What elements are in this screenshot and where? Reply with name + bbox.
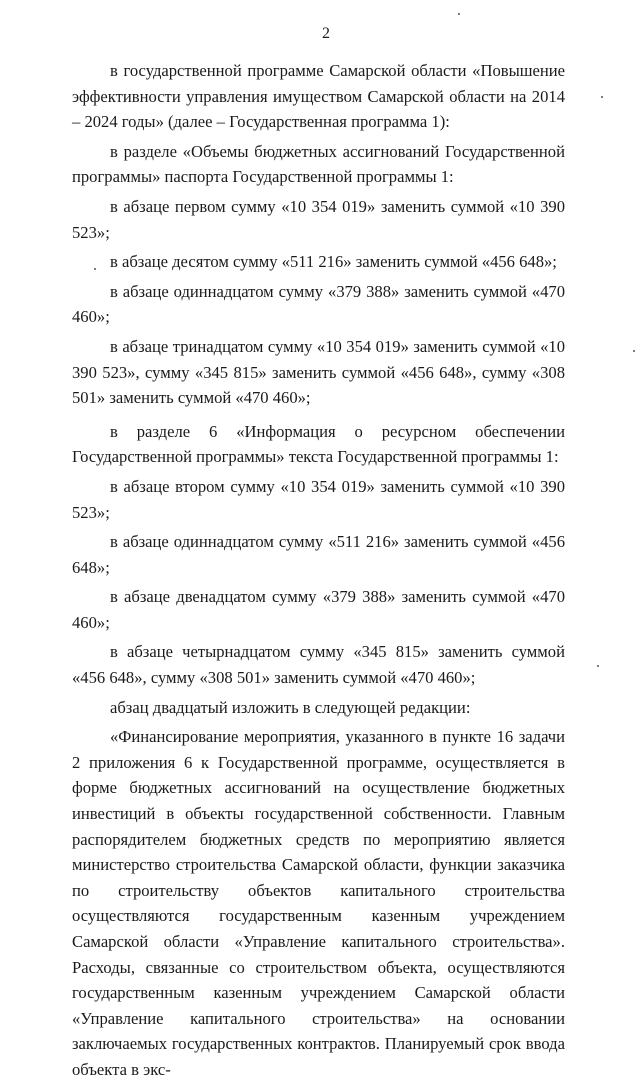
paragraph-12: абзац двадцатый изложить в следующей редакции:	[110, 697, 471, 717]
paragraph-9: в абзаце одиннадцатом сумму «511 216» заменить суммой «456 648»;	[72, 532, 565, 577]
paragraph-8: в абзаце втором сумму «10 354 019» заменить суммой «10 390 523»;	[72, 476, 565, 522]
paragraph-6: в абзаце тринадцатом сумму «10 354 019» заменить суммой «10 390 523», сумму «345 815» заменить суммой «456 648», сумму «308 501» заменить суммой «470 460»;	[72, 336, 565, 408]
paragraph-1: в государственной программе Самарской области «Повышение эффективности управления имуществом Самарской области на 2014 – 2024 годы» (далее – Государственная программа 1):	[72, 61, 565, 132]
paragraph-4: в абзаце десятом сумму «511 216» заменить суммой «456 648»;	[110, 252, 557, 272]
paragraph-3: в абзаце первом сумму «10 354 019» заменить суммой «10 390 523»;	[72, 196, 565, 242]
scan-speck	[601, 96, 603, 98]
scan-speck	[458, 13, 460, 15]
scan-speck	[94, 268, 96, 270]
paragraph-11: в абзаце четырнадцатом сумму «345 815» заменить суммой «456 648», сумму «308 501» заменить суммой «470 460»;	[72, 642, 565, 688]
paragraph-7: в разделе 6 «Информация о ресурсном обеспечении Государственной программы» текста Государственной программы 1:	[72, 421, 565, 467]
page-number: 2	[322, 25, 330, 42]
scan-speck	[633, 350, 635, 352]
paragraph-13: «Финансирование мероприятия, указанного в пункте 16 задачи 2 приложения 6 к Государственной программе, осуществляется в форме бюджетных ассигнований на осуществление бюджетных инвестиций в объекты государственной собственности. Главным распорядителем бюджетных средств по мероприятию является министерство строительства Самарской области, функции заказчика по строительству объектов капитального строительства осуществляются государственным казенным учреждением Самарской области «Управление капитального строительства». Расходы, связанные со строительством объекта, осуществляются государственным казенным учреждением Самарской области «Управление капитального строительства» на основании заключаемых государственных контрактов. Планируемый срок ввода объекта в экс-	[72, 727, 565, 1079]
paragraph-2: в разделе «Объемы бюджетных ассигнований Государственной программы» паспорта Государственной программы 1:	[72, 141, 565, 187]
scan-speck	[597, 665, 599, 667]
paragraph-10: в абзаце двенадцатом сумму «379 388» заменить суммой «470 460»;	[72, 587, 565, 632]
document-body	[72, 58, 565, 1083]
paragraph-5: в абзаце одиннадцатом сумму «379 388» заменить суммой «470 460»;	[72, 281, 565, 327]
